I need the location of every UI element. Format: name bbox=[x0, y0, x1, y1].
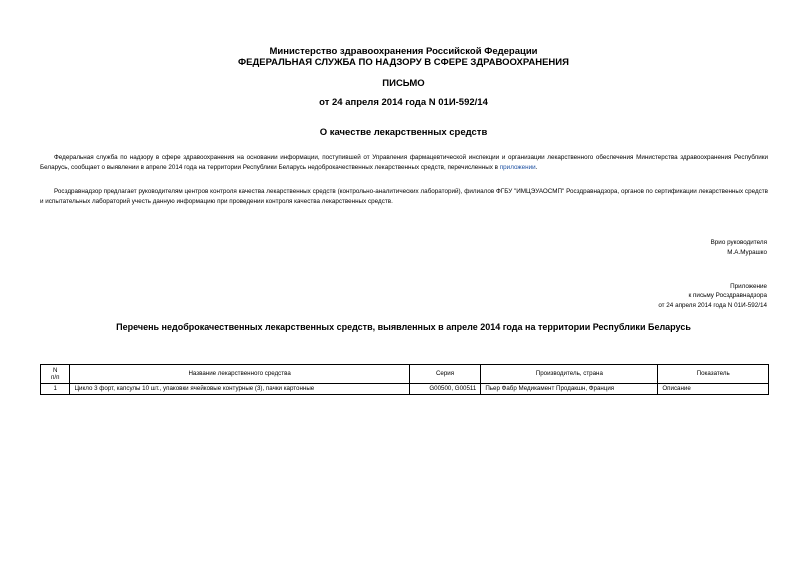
header-number-pp: п/п bbox=[51, 374, 60, 381]
row-manufacturer: Пьер Фабр Медикамент Продакшн, Франция bbox=[481, 384, 658, 395]
row-series: G00500, G00511 bbox=[409, 384, 481, 395]
appendix-label: Приложение bbox=[730, 283, 767, 290]
header-indicator: Показатель bbox=[658, 365, 769, 384]
document-type: ПИСЬМО bbox=[382, 78, 425, 89]
header-manufacturer: Производитель, страна bbox=[481, 365, 658, 384]
appendix-date: от 24 апреля 2014 года N 01И-592/14 bbox=[658, 302, 767, 309]
paragraph-1 bbox=[40, 153, 768, 173]
appendix-link[interactable]: приложении bbox=[499, 164, 536, 171]
document-date-number: от 24 апреля 2014 года N 01И-592/14 bbox=[319, 97, 488, 108]
table-header-row bbox=[41, 365, 769, 384]
paragraph-1-end: . bbox=[535, 164, 538, 171]
table-row bbox=[41, 384, 769, 395]
appendix-title: Перечень недоброкачественных лекарственных средств, выявленных в апреле 2014 года на территории Республики Беларусь bbox=[116, 322, 691, 332]
row-number: 1 bbox=[41, 384, 70, 395]
header-name: Название лекарственного средства bbox=[70, 365, 409, 384]
signature-position: Врио руководителя bbox=[710, 239, 767, 246]
signature-name: М.А.Мурашко bbox=[727, 249, 767, 256]
medicines-table bbox=[40, 364, 769, 395]
row-name: Цикло 3 форт, капсулы 10 шт., упаковки ячейковые контурные (3), пачки картонные bbox=[70, 384, 409, 395]
appendix-reference: к письму Росздравнадзора bbox=[688, 292, 767, 299]
document-subject: О качестве лекарственных средств bbox=[319, 127, 488, 138]
header-number-n: N bbox=[53, 366, 58, 374]
header-number bbox=[41, 365, 70, 384]
ministry-name: Министерство здравоохранения Российской Федерации bbox=[269, 46, 538, 57]
paragraph-1-text: Федеральная служба по надзору в сфере здравоохранения на основании информации, поступившей от Управления фармацевтической инспекции и организации лекарственного обеспечения Министерства здравоохранения Республики Беларусь, сообщает о выявлении в апреле 2014 года на территории Республики Беларусь недоброкачественных лекарственных средств, перечисленных в bbox=[40, 154, 768, 171]
row-indicator: Описание bbox=[658, 384, 769, 395]
service-name: ФЕДЕРАЛЬНАЯ СЛУЖБА ПО НАДЗОРУ В СФЕРЕ ЗДРАВООХРАНЕНИЯ bbox=[238, 57, 569, 68]
paragraph-2: Росздравнадзор предлагает руководителям центров контроля качества лекарственных средств (контрольно-аналитических лабораторий), филиалов ФГБУ "ИМЦЭУАОСМП" Росздравнадзора, органов по сертификации лекарственных средств и испытательных лабораторий учесть данную информацию при проведении контроля качества лекарственных средств. bbox=[40, 188, 768, 205]
header-series: Серия bbox=[409, 365, 481, 384]
